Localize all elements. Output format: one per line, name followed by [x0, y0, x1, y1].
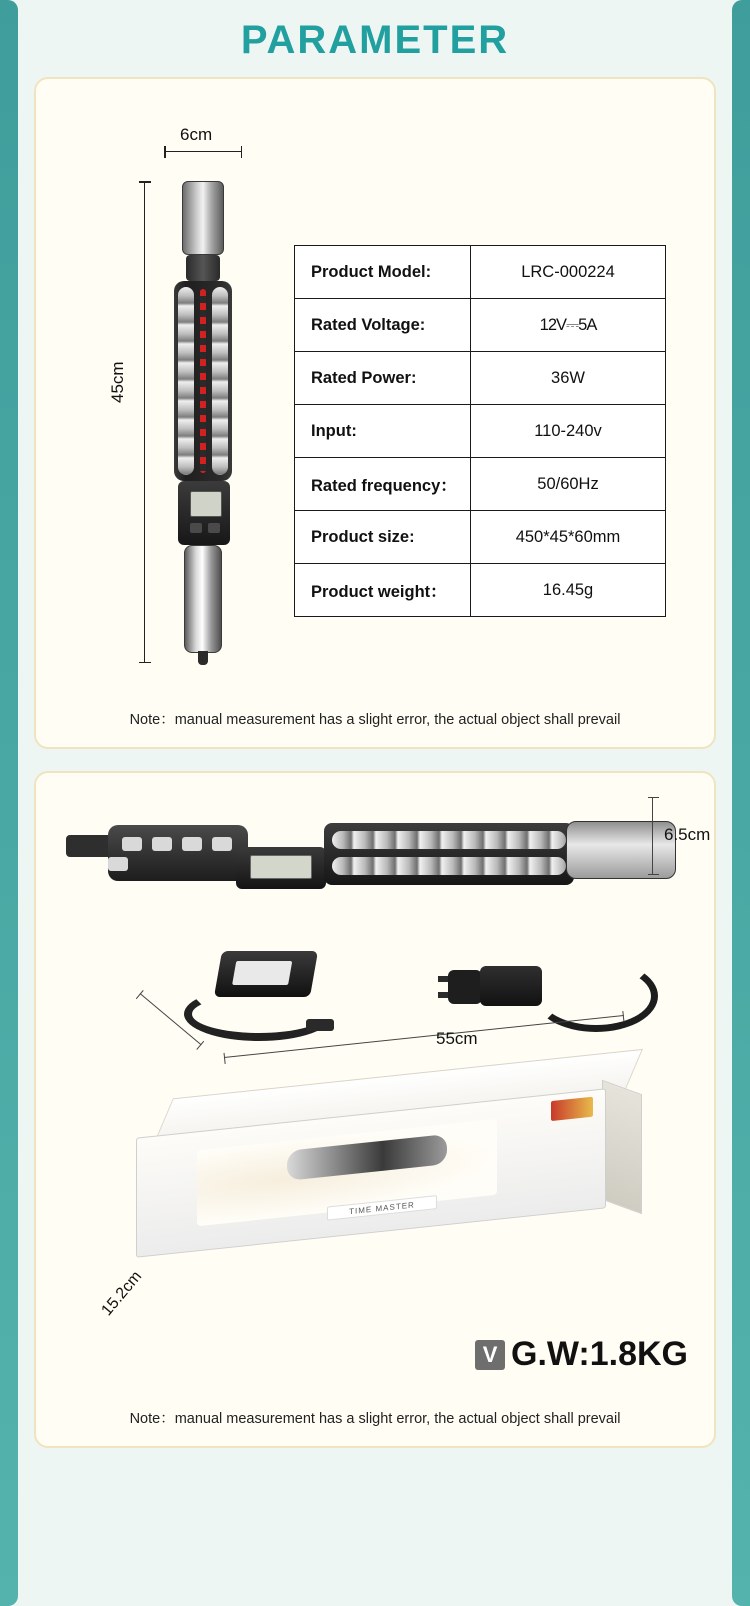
box-brand-label: TIME MASTER	[327, 1195, 437, 1221]
gross-weight-badge-group	[475, 1335, 688, 1374]
power-cable-illustration	[448, 952, 658, 1047]
specification-card	[34, 77, 716, 749]
cable-loop	[534, 960, 658, 1032]
specification-note: Note：manual measurement has a slight error, the actual object shall prevail	[129, 712, 621, 728]
control-screen	[250, 855, 312, 879]
spec-value: 12V⎓5A	[471, 299, 666, 352]
adapter-label	[232, 961, 292, 985]
table-row	[295, 246, 666, 299]
roller-row	[332, 857, 566, 875]
control-button-1	[190, 523, 202, 533]
massager-right-barrel	[566, 821, 676, 879]
cable-connector	[480, 966, 542, 1006]
barrel-slot	[108, 857, 128, 871]
spec-value: 450*45*60mm	[471, 511, 666, 564]
massager-stick-illustration	[168, 181, 238, 663]
product-diagram	[68, 103, 298, 703]
spec-key: Rated Power:	[295, 352, 471, 405]
massager-control-panel	[236, 847, 326, 889]
roller-row	[332, 831, 566, 849]
barrel-slot	[122, 837, 142, 851]
spec-key: Rated Voltage:	[295, 299, 471, 352]
table-row	[295, 405, 666, 458]
width-dimension-line	[164, 151, 242, 152]
barrel-slot	[212, 837, 232, 851]
table-row	[295, 352, 666, 405]
roller-led-strip	[200, 289, 206, 473]
massager-left-barrel	[108, 825, 248, 881]
barrel-slot	[152, 837, 172, 851]
stick-handle	[184, 545, 222, 653]
spec-value: 16.45g	[471, 564, 666, 617]
control-button-2	[208, 523, 220, 533]
spec-key: Product Model:	[295, 246, 471, 299]
spec-value: 110-240v	[471, 405, 666, 458]
adapter-wire	[184, 987, 334, 1041]
massager-roller-body	[324, 823, 574, 885]
decorative-left-edge	[0, 0, 18, 1606]
height-dimension-label: 45cm	[108, 361, 127, 403]
box-side-face	[602, 1080, 642, 1215]
barrel-slot	[182, 837, 202, 851]
package-note: Note：manual measurement has a slight error, the actual object shall prevail	[129, 1411, 621, 1427]
table-row	[295, 458, 666, 511]
spec-key: Product size:	[295, 511, 471, 564]
massager-horizontal-illustration	[66, 809, 676, 919]
box-height-dimension-line	[652, 797, 653, 875]
box-depth-label: 15.2cm	[98, 1268, 146, 1320]
table-row	[295, 511, 666, 564]
power-adapter-illustration	[178, 947, 348, 1047]
spec-key: Product weight：	[295, 564, 471, 617]
adapter-plug-tip	[306, 1019, 334, 1031]
width-dimension-label: 6cm	[180, 125, 213, 144]
roller-column-right	[212, 287, 228, 475]
package-card	[34, 771, 716, 1448]
stick-head	[182, 181, 224, 255]
page-title: PARAMETER	[240, 18, 510, 62]
spec-key: Rated frequency：	[295, 458, 471, 511]
table-row	[295, 299, 666, 352]
spec-value: LRC-000224	[471, 246, 666, 299]
roller-column-left	[178, 287, 194, 475]
decorative-right-edge	[732, 0, 750, 1606]
height-dimension-line	[144, 181, 145, 663]
spec-value: 50/60Hz	[471, 458, 666, 511]
control-screen	[190, 491, 222, 517]
massager-cord	[66, 835, 110, 857]
stick-control-panel	[178, 481, 230, 545]
stick-tip	[198, 651, 208, 665]
check-icon: V	[475, 1340, 505, 1370]
box-height-label: 6.5cm	[664, 825, 711, 844]
spec-key: Input:	[295, 405, 471, 458]
stick-neck	[186, 255, 220, 281]
table-row	[295, 564, 666, 617]
gift-box-illustration	[136, 1075, 636, 1305]
cable-plug	[448, 970, 482, 1004]
box-length-label: 55cm	[436, 1029, 478, 1048]
specification-table	[294, 245, 666, 617]
gross-weight-label: G.W:1.8KG	[511, 1335, 688, 1373]
stick-roller-section	[174, 281, 232, 481]
spec-value: 36W	[471, 352, 666, 405]
box-accent-tab	[551, 1097, 593, 1121]
